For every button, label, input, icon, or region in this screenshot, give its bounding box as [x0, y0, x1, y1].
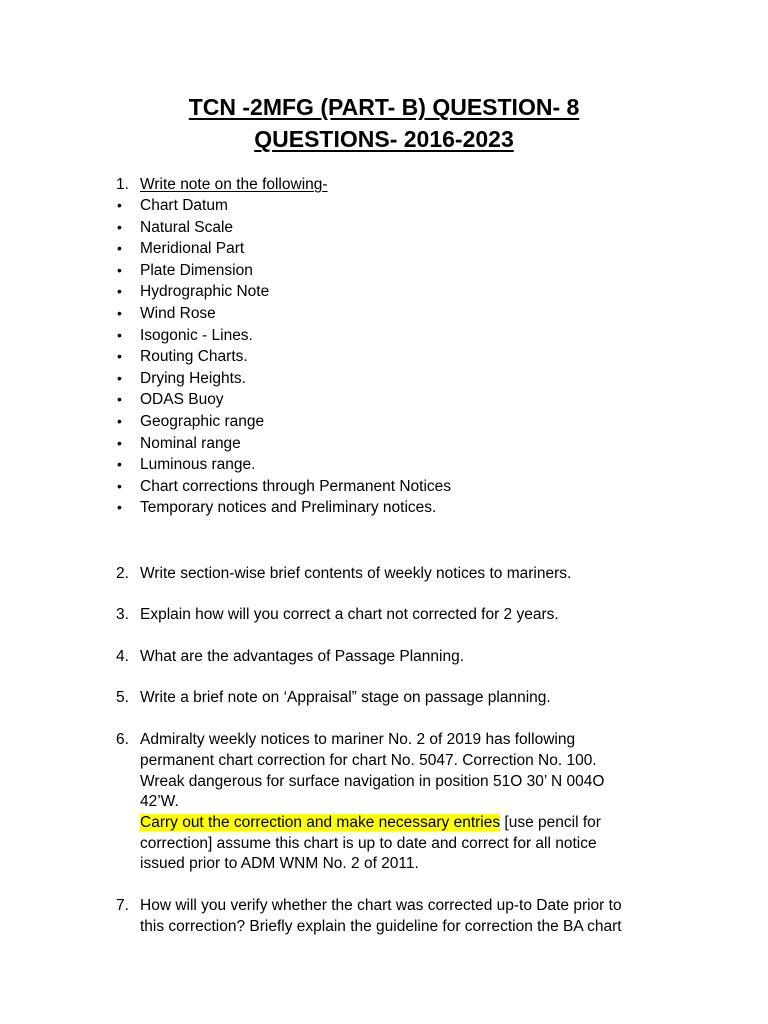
bullet-icon: •	[117, 304, 122, 321]
question-7-line-1: How will you verify whether the chart was corrected up-to Date prior to	[140, 897, 622, 914]
list-item: • Drying Heights.	[0, 368, 768, 390]
bullet-icon: •	[117, 499, 122, 516]
question-2-number: 2.	[116, 565, 129, 582]
question-6-line-4: 42’W.	[140, 793, 179, 810]
bullet-icon: •	[117, 477, 122, 494]
question-7-line-2: this correction? Briefly explain the guideline for correction the BA chart	[140, 918, 622, 935]
bullet-icon: •	[117, 391, 122, 408]
bullet-icon: •	[117, 240, 122, 257]
question-4-number: 4.	[116, 648, 129, 665]
bullet-icon: •	[117, 261, 122, 278]
bullet-icon: •	[117, 348, 122, 365]
list-item: • Plate Dimension	[0, 260, 768, 282]
question-5-text: Write a brief note on ‘Appraisal” stage on passage planning.	[140, 689, 551, 706]
question-6-line-2: permanent chart correction for chart No. 5047. Correction No. 100.	[140, 752, 597, 769]
question-4-text: What are the advantages of Passage Planning.	[140, 648, 464, 665]
question-6-line-5-rest: [use pencil for	[500, 814, 601, 831]
document-title-line-2: QUESTIONS- 2016-2023	[254, 126, 514, 152]
bullet-icon: •	[117, 434, 122, 451]
question-3-text: Explain how will you correct a chart not corrected for 2 years.	[140, 606, 559, 623]
list-item: • ODAS Buoy	[0, 389, 768, 411]
list-item: • Routing Charts.	[0, 346, 768, 368]
highlighted-instruction: Carry out the correction and make necessary entries	[140, 814, 501, 831]
list-item: • Isogonic - Lines.	[0, 325, 768, 347]
list-item: • Nominal range	[0, 433, 768, 455]
question-6-line-3: Wreak dangerous for surface navigation in position 51O 30’ N 004O	[140, 773, 605, 790]
question-2-text: Write section-wise brief contents of weekly notices to mariners.	[140, 565, 572, 582]
question-6-line-6: correction] assume this chart is up to date and correct for all notice	[140, 835, 597, 852]
question-6-number: 6.	[116, 731, 129, 748]
question-1-text: Write note on the following-	[140, 176, 328, 193]
list-item: • Luminous range.	[0, 454, 768, 476]
question-7-number: 7.	[116, 897, 129, 914]
question-3-number: 3.	[116, 606, 129, 623]
list-item: • Hydrographic Note	[0, 281, 768, 303]
bullet-icon: •	[117, 412, 122, 429]
question-6-line-7: issued prior to ADM WNM No. 2 of 2011.	[140, 855, 419, 872]
bullet-icon: •	[117, 283, 122, 300]
question-5-number: 5.	[116, 689, 129, 706]
document-title-line-1: TCN -2MFG (PART- B) QUESTION- 8	[188, 94, 580, 120]
list-item: • Temporary notices and Preliminary notices.	[0, 497, 768, 519]
bullet-icon: •	[117, 197, 122, 213]
bullet-icon: •	[117, 369, 122, 386]
question-1-bullet-list	[0, 195, 768, 519]
list-item: • Natural Scale	[0, 217, 768, 239]
list-item: • Chart Datum	[0, 195, 768, 217]
list-item: • Geographic range	[0, 411, 768, 433]
question-6-line-1: Admiralty weekly notices to mariner No. 2 of 2019 has following	[140, 731, 576, 748]
question-6-line-5	[140, 812, 601, 833]
bullet-icon: •	[117, 456, 122, 473]
bullet-icon: •	[117, 326, 122, 343]
list-item: • Chart corrections through Permanent Notices	[0, 476, 768, 498]
list-item: • Meridional Part	[0, 238, 768, 260]
question-1-number: 1.	[116, 176, 129, 193]
list-item: • Wind Rose	[0, 303, 768, 325]
bullet-icon: •	[117, 218, 122, 235]
